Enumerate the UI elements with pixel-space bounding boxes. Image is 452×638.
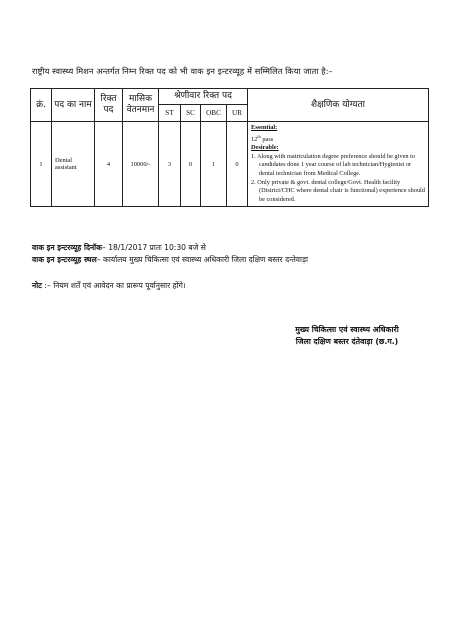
walkin-place-label: वाक इन इन्टरव्यूह स्थल [32, 255, 97, 264]
table-row [31, 122, 429, 207]
signature-designation: मुख्य चिकित्सा एवं स्वास्थ्य अधिकारी [295, 325, 399, 334]
header-monthly-pay: मासिक वेतनमान [123, 89, 159, 122]
header-st: ST [159, 105, 181, 122]
essential-label: Essential: [251, 124, 278, 131]
header-category-group: श्रेणीवार रिक्त पद [159, 89, 248, 105]
header-sno: क्रं. [31, 89, 52, 122]
header-qualification: शैक्षणिक योग्यता [248, 89, 429, 122]
walkin-place-line [32, 255, 308, 265]
desirable-label: Desirable: [251, 144, 279, 152]
desirable-list [251, 153, 425, 205]
walkin-date-line [32, 243, 206, 253]
essential-value: 12th pass [251, 133, 274, 143]
signature-office: जिला दक्षिण बस्तर दंतेवाड़ा (छ.ग.) [295, 337, 399, 346]
row-ur: 0 [227, 122, 248, 207]
header-obc: OBC [201, 105, 227, 122]
note-label: नोट [32, 281, 43, 290]
desirable-item: 1. Along with matriculation degree preference should be given to candidates done 1 year course of lab technician/Hygienist or dental technician from Medical College. [251, 152, 416, 178]
walkin-date-value: – 18/1/2017 प्रातः 10:30 बजे से [102, 243, 206, 252]
row-sc: 0 [181, 122, 201, 207]
header-vacant-posts: रिक्त पद [95, 89, 123, 122]
header-ur: UR [227, 105, 248, 122]
note-value: :– नियम शर्तें एवं आवेदन का प्रारूप पूर्वानुसार होंगे। [42, 281, 186, 290]
walkin-place-value: – कार्यालय मुख्य चिकित्सा एवं स्वास्थ्य अधिकारी जिला दक्षिण बस्तर दन्तेवाड़ा [96, 255, 308, 264]
header-sc: SC [181, 105, 201, 122]
row-post-name: Dental assistant [52, 122, 95, 207]
row-vacant-posts: 4 [95, 122, 123, 207]
vacancy-table [30, 88, 429, 207]
row-qualification [248, 122, 429, 207]
header-post-name: पद का नाम [52, 89, 95, 122]
desirable-item: 2. Only private & govt. dental college/Govt. Health facility (District/CHC where dental chair is functional) experience should be considered. [251, 178, 425, 203]
row-sno: 1 [31, 122, 52, 207]
note-line [32, 281, 186, 291]
walkin-date-label: वाक इन इन्टरव्यूह दिनॉक [32, 243, 102, 252]
row-monthly-pay: 10000/- [123, 122, 159, 207]
row-st: 3 [159, 122, 181, 207]
row-obc: 1 [201, 122, 227, 207]
intro-text: राष्ट्रीय स्वास्थ्य मिशन अन्तर्गत निम्न रिक्त पद को भी वाक इन इन्टरव्यूह में सम्मिलित किया जाता है:– [32, 66, 333, 76]
